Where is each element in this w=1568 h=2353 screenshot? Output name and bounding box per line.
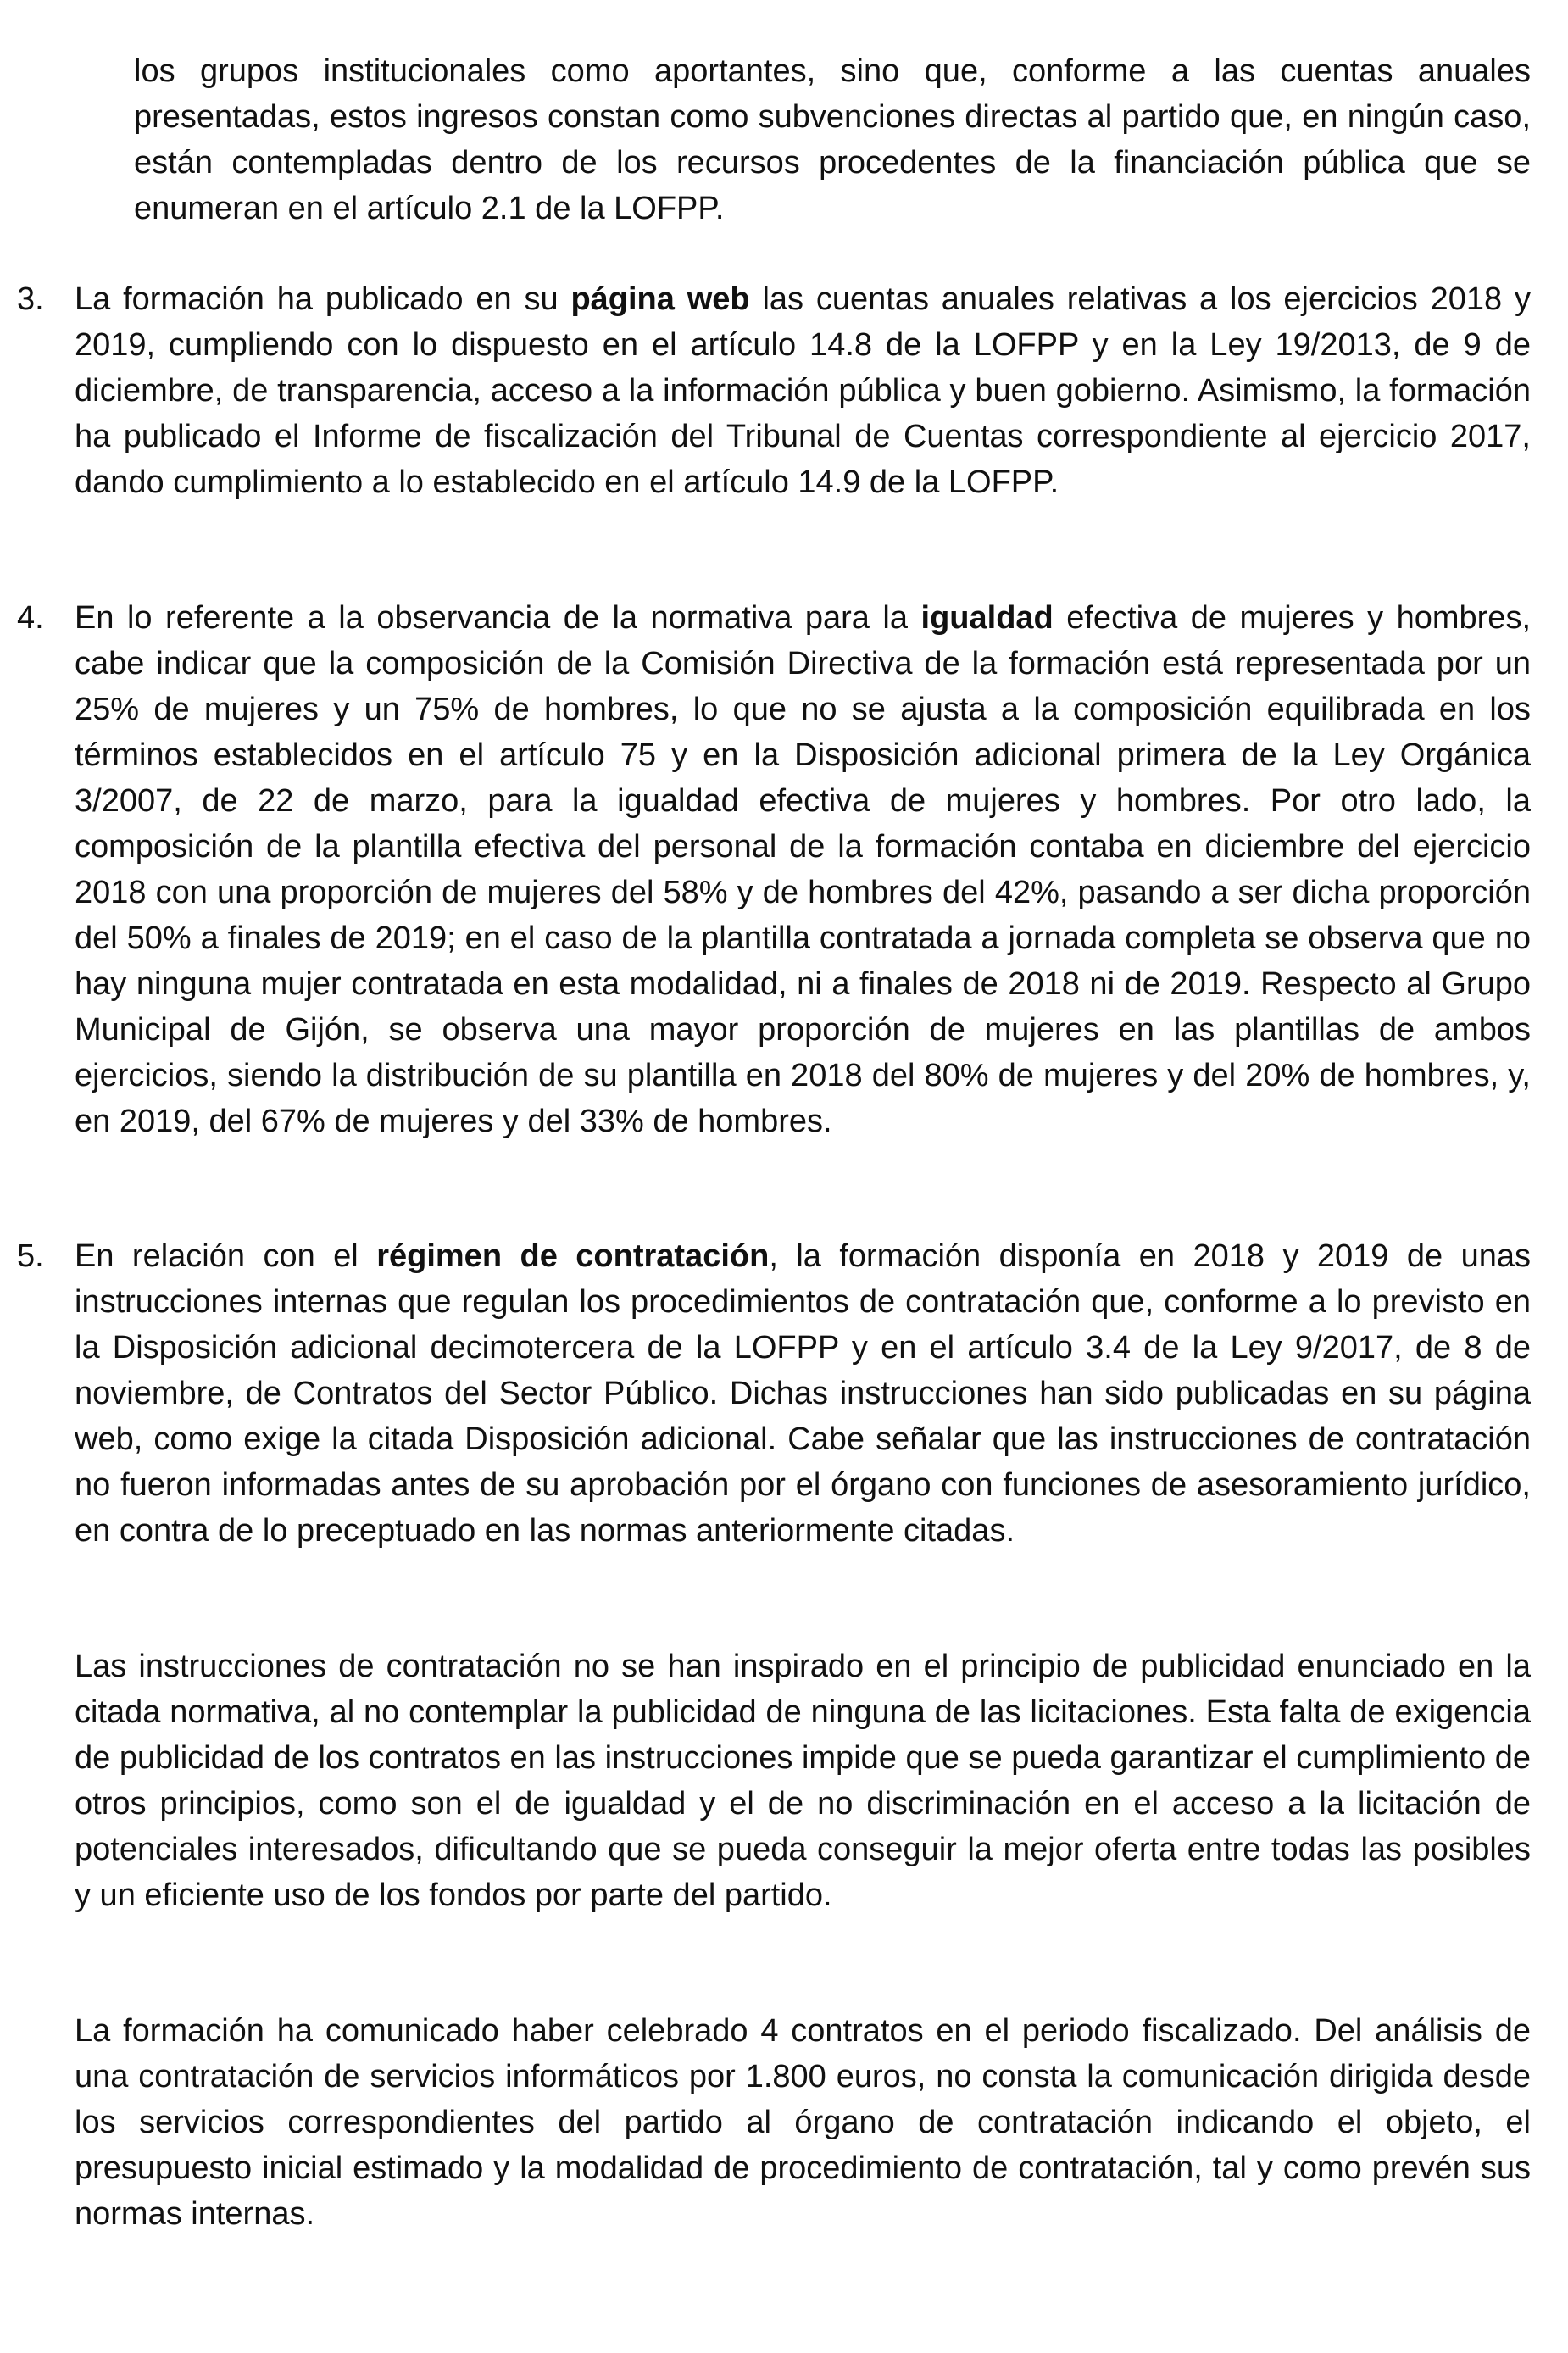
bold-term: igualdad — [920, 600, 1054, 636]
list-item-4 — [17, 595, 1531, 1144]
item-text: La formación ha publicado en su página web las cuentas anuales relativas a los ejercicios 2018 y 2019, cumpliendo con lo dispuesto en el artículo 14.8 de la LOFPP y en la Ley 19/2013, de 9 de diciembre, de transparencia, acceso a la información pública y buen gobierno. Asimismo, la formación ha publicado el Informe de fiscalización del Tribunal de Cuentas correspondiente al ejercicio 2017, dando cumplimiento a lo establecido en el artículo 14.9 de la LOFPP. — [75, 281, 1531, 500]
bold-term: página web — [570, 281, 750, 317]
item-text: En lo referente a la observancia de la normativa para la igualdad efectiva de mujeres y hombres, cabe indicar que la composición de la Comisión Directiva de la formación está representada por un 25% de mujeres y un 75% de hombres, lo que no se ajusta a la composición equilibrada en los términos establecidos en el artículo 75 y en la Disposición adicional primera de la Ley Orgánica 3/2007, de 22 de marzo, para la igualdad efectiva de mujeres y hombres. Por otro lado, la composición de la plantilla efectiva del personal de la formación contaba en diciembre del ejercicio 2018 con una proporción de mujeres del 58% y de hombres del 42%, pasando a ser dicha proporción del 50% a finales de 2019; en el caso de la plantilla contratada a jornada completa se observa que no hay ninguna mujer contratada en esta modalidad, ni a finales de 2018 ni de 2019. Respecto al Grupo Municipal de Gijón, se observa una mayor proporción de mujeres en las plantillas de ambos ejercicios, siendo la distribución de su plantilla en 2018 del 80% de mujeres y del 20% de hombres, y, en 2019, del 67% de mujeres y del 33% de hombres. — [75, 600, 1531, 1139]
bold-term: régimen de contratación — [376, 1238, 770, 1274]
list-item-5 — [17, 1233, 1531, 1554]
body-paragraph: Las instrucciones de contratación no se han inspirado en el principio de publicidad enunciado en la citada normativa, al no contemplar la publicidad de ninguna de las licitaciones. Esta falta de exigencia de publicidad de los contratos en las instrucciones impide que se pueda garantizar el cumplimiento de otros principios, como son el de igualdad y el de no discriminación en el acceso a la licitación de potenciales interesados, dificultando que se pueda conseguir la mejor oferta entre todas las posibles y un eficiente uso de los fondos por parte del partido. — [75, 1649, 1531, 1913]
body-paragraph: La formación ha comunicado haber celebrado 4 contratos en el periodo fiscalizado. Del análisis de una contratación de servicios informáticos por 1.800 euros, no consta la comunicación dirigida desde los servicios correspondientes del partido al órgano de contratación indicando el objeto, el presupuesto inicial estimado y la modalidad de procedimiento de contratación, tal y como prevén sus normas internas. — [75, 2013, 1531, 2232]
item-number: 4. — [17, 600, 44, 636]
item-number: 5. — [17, 1238, 44, 1274]
item-number: 3. — [17, 281, 44, 317]
continued-paragraph: los grupos institucionales como aportantes, sino que, conforme a las cuentas anuales presentadas, estos ingresos constan como subvenciones directas al partido que, en ningún caso, están contempladas dentro de los recursos procedentes de la financiación pública que se enumeran en el artículo 2.1 de la LOFPP. — [134, 53, 1531, 226]
list-item-3 — [17, 276, 1531, 505]
item-text: En relación con el régimen de contratación, la formación disponía en 2018 y 2019 de unas instrucciones internas que regulan los procedimientos de contratación que, conforme a lo previsto en la Disposición adicional decimotercera de la LOFPP y en el artículo 3.4 de la Ley 9/2017, de 8 de noviembre, de Contratos del Sector Público. Dichas instrucciones han sido publicadas en su página web, como exige la citada Disposición adicional. Cabe señalar que las instrucciones de contratación no fueron informadas antes de su aprobación por el órgano con funciones de asesoramiento jurídico, en contra de lo preceptuado en las normas anteriormente citadas. — [75, 1238, 1531, 1549]
